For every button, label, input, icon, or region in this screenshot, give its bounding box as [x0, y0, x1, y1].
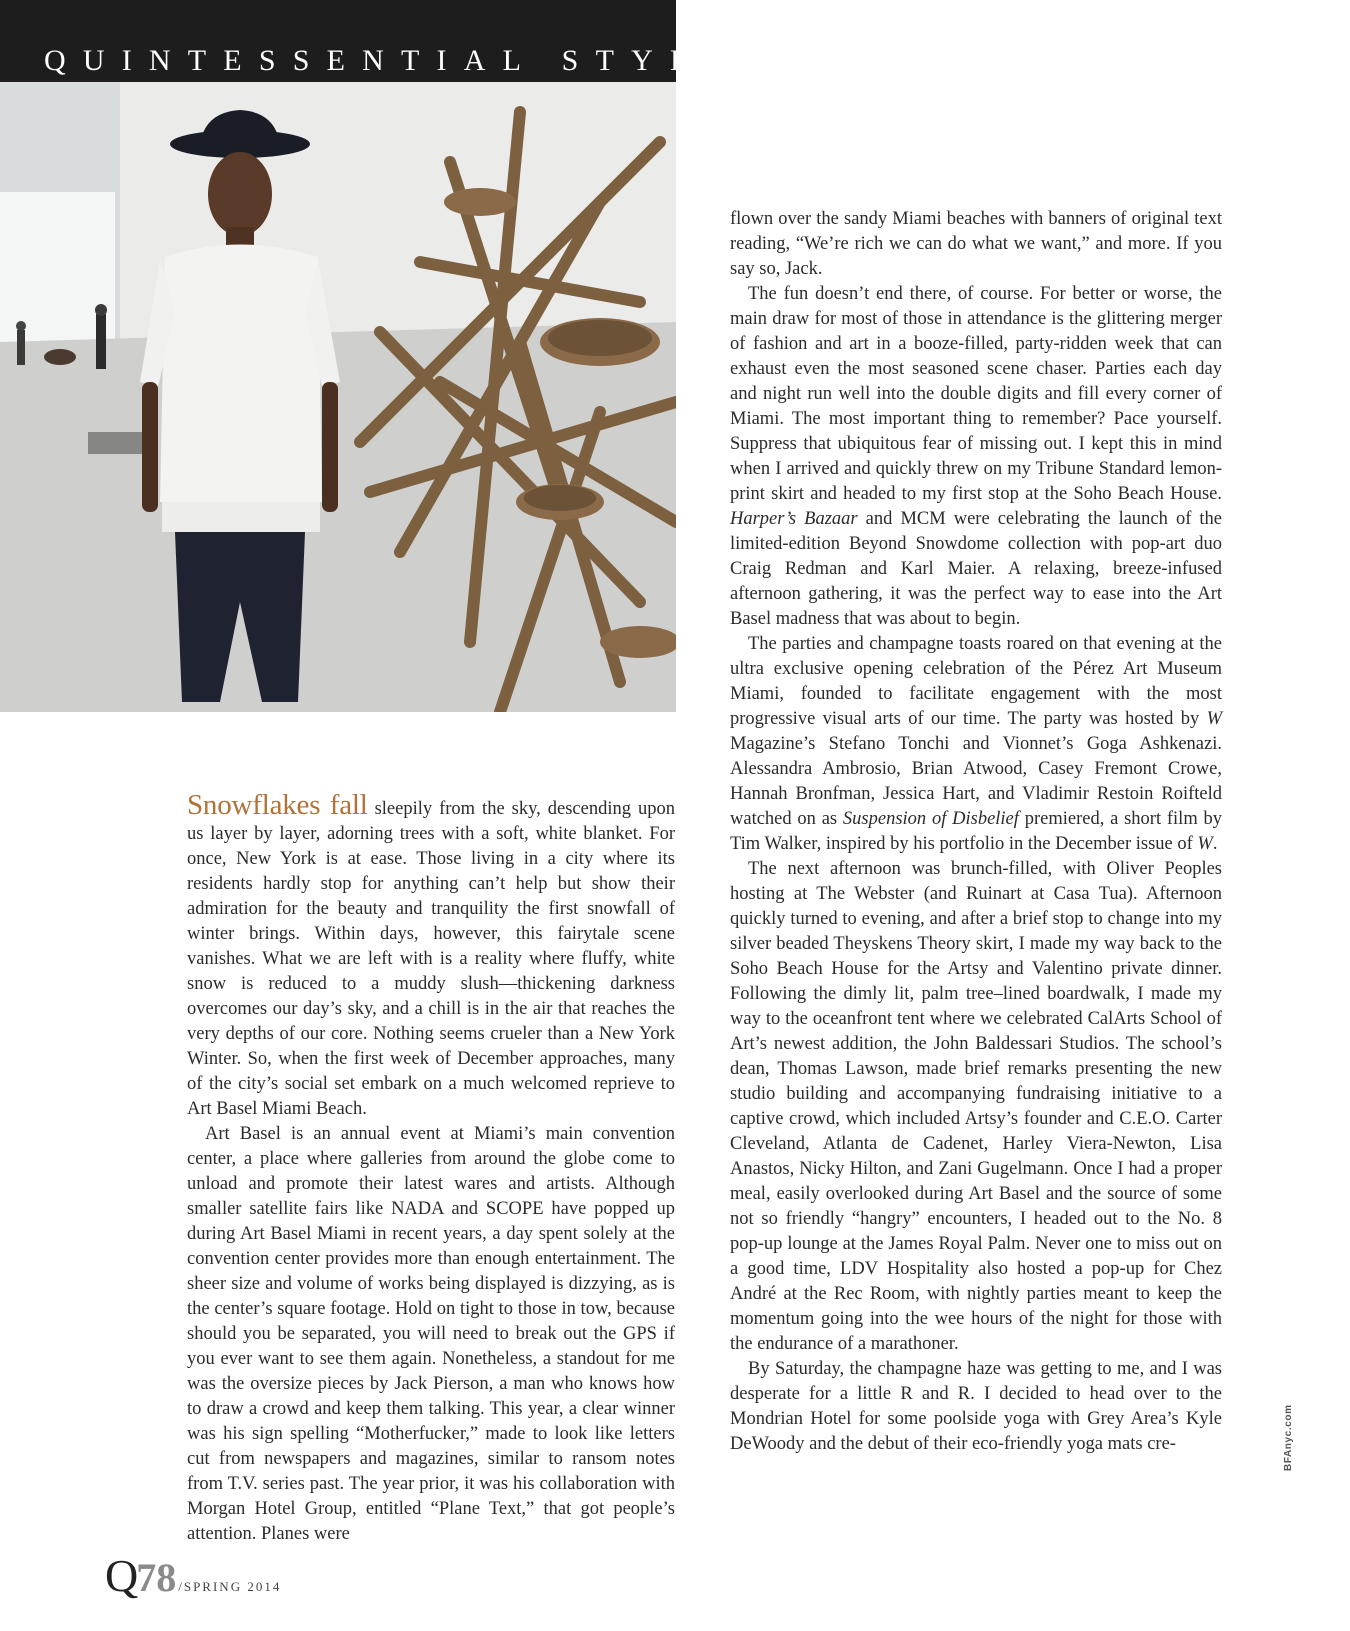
paragraph: By Saturday, the champagne haze was getting to me, and I was desperate for a little R and R. I decided to head over to the Mondrian Hotel for some poolside yoga with Grey Area’s Kyle DeWoody and the debut of their eco-friendly yoga mats cre-: [730, 1359, 1222, 1454]
header-bar: [0, 0, 742, 82]
photo-credit: BFAnyc.com: [1283, 1404, 1294, 1471]
publication-title: W: [1197, 834, 1213, 854]
paragraph: Snowflakes fall sleepily from the sky, descending upon us layer by layer, adorning trees with a soft, white blanket. For once, New York is at ease. Those living in a city where its residents hardly stop for anything can’t help but show their admiration for the beauty and tranquility the first snowfall of winter brings. Within days, however, this fairytale scene vanishes. What we are left with is a reality where fluffy, white snow is reduced to a muddy slush—thickening darkness overcomes our day’s sky, and a chill is in the air that reaches the very depths of our core. Nothing seems crueler than a New York Winter. So, when the first week of December approaches, many of the city’s social set embark on a much welcomed reprieve to Art Basel Miami Beach.: [187, 789, 675, 1119]
paragraph: flown over the sandy Miami beaches with banners of original text reading, “We’re rich we can do what we want,” and more. If you say so, Jack.: [730, 209, 1222, 279]
left-column: [187, 789, 675, 1547]
paragraph: The fun doesn’t end there, of course. For better or worse, the main draw for most of those in attendance is the glittering merger of fashion and art in a booze-filled, party-ridden week that can exhaust even the most seasoned scene chaser. Parties each day and night run well into the double digits and fill every corner of Miami. The most important thing to remember? Pace yourself. Suppress that ubiquitous fear of missing out. I kept this in mind when I arrived and quickly threw on my Tribune Standard lemon-print skirt and headed to my first stop at the Soho Beach House. Harper’s Bazaar and MCM were celebrating the launch of the limited-edition Beyond Snowdome collection with pop-art duo Craig Redman and Karl Maier. A relaxing, breeze-infused afternoon gathering, it was the perfect way to ease into the Art Basel madness that was about to begin.: [730, 284, 1222, 629]
section-title: QUINTESSENTIAL STYLE: [44, 44, 742, 77]
feature-photo: [0, 82, 676, 712]
lead-in: Snowflakes fall: [187, 789, 368, 821]
paragraph: The next afternoon was brunch-filled, with Oliver Peoples hosting at The Webster (and Ruinart at Casa Tua). Afternoon quickly turned to evening, and after a brief stop to change into my silver beaded Theyskens Theory skirt, I made my way back to the Soho Beach House for the Artsy and Valentino private dinner. Following the dimly lit, palm tree–lined boardwalk, I made my way to the oceanfront tent where we celebrated CalArts School of Art’s newest addition, the John Baldessari Studios. The school’s dean, Thomas Lawson, made brief remarks presenting the new studio building and accompanying fundraising initiative to a captive crowd, which included Artsy’s founder and C.E.O. Carter Cleveland, Atlanta de Cadenet, Harley Viera-Newton, Lisa Anastos, Nicky Hilton, and Zani Gugelmann. Once I had a proper meal, easily overlooked during Art Basel and the source of some not so friendly “hangry” encounters, I headed out to the No. 8 pop-up lounge at the James Royal Palm. Never one to miss out on a good time, LDV Hospitality also hosted a pop-up for Chez André at the Rec Room, with nightly parties meant to keep the momentum going into the wee hours of the night for those with the endurance of a marathoner.: [730, 859, 1222, 1354]
right-column: [730, 207, 1222, 1457]
paragraph: The parties and champagne toasts roared on that evening at the ultra exclusive opening celebration of the Pérez Art Museum Miami, founded to facilitate engagement with the most progressive visual arts of our time. The party was hosted by W Magazine’s Stefano Tonchi and Vionnet’s Goga Ashkenazi. Alessandra Ambrosio, Brian Atwood, Casey Fremont Crowe, Hannah Bronfman, Jessica Hart, and Vladimir Restoin Roifteld watched on as Suspension of Disbelief premiered, a short film by Tim Walker, inspired by his portfolio in the December issue of W.: [730, 634, 1223, 854]
film-title: Suspension of Disbelief: [842, 809, 1019, 829]
page-number: 78: [136, 1555, 177, 1600]
publication-title: W: [1206, 709, 1222, 729]
magazine-logo: Q: [105, 1550, 139, 1601]
publication-title: Harper’s Bazaar: [730, 509, 858, 529]
issue-label: /SPRING 2014: [178, 1579, 282, 1594]
page-folio: [105, 1550, 282, 1601]
paragraph: Art Basel is an annual event at Miami’s main convention center, a place where galleries from around the globe come to unload and promote their latest wares and artists. Although smaller satellite fairs like NADA and SCOPE have popped up during Art Basel Miami in recent years, a day spent solely at the convention center provides more than enough entertainment. The sheer size and volume of works being displayed is dizzying, as is the center’s square footage. Hold on tight to those in tow, because should you be separated, you will need to break out the GPS if you ever want to see them again. Nonetheless, a standout for me was the oversize pieces by Jack Pierson, a man who knows how to draw a crowd and keep them talking. This year, a clear winner was his sign spelling “Motherfucker,” made to look like letters cut from newspapers and magazines, similar to ransom notes from T.V. series past. The year prior, it was his collaboration with Morgan Hotel Group, entitled “Plane Text,” that got people’s attention. Planes were: [187, 1124, 675, 1544]
